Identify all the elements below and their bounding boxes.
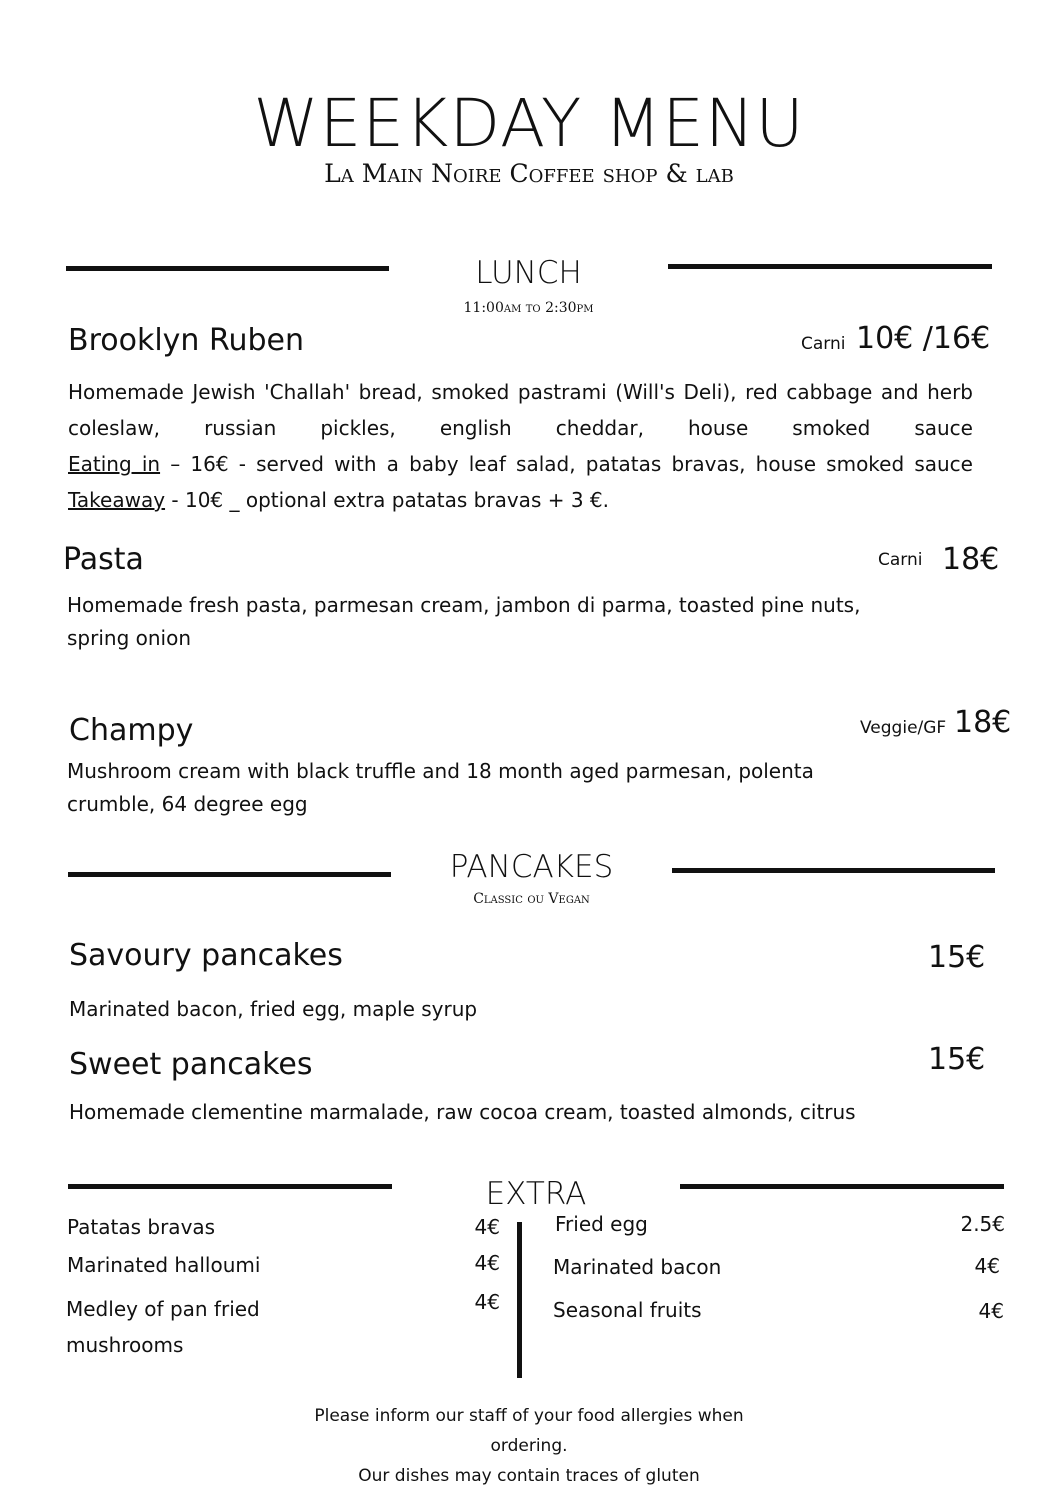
extra-price-mushrooms: 4€ — [474, 1290, 500, 1314]
lunch-divider-left — [66, 266, 389, 271]
pancakes-subtitle: Classic ou Vegan — [473, 891, 590, 907]
lunch-hours: 11:00am to 2:30pm — [463, 300, 594, 316]
gluten-notice: Our dishes may contain traces of gluten — [358, 1466, 700, 1486]
lunch-divider-right — [668, 264, 992, 269]
eating-in-text: – 16€ - served with a baby leaf salad, patatas bravas, house smoked sauce — [170, 452, 973, 476]
pancakes-divider-right — [672, 868, 995, 873]
extra-price-patatas-bravas: 4€ — [474, 1215, 500, 1239]
takeaway-line — [68, 482, 973, 518]
extra-price-fried-egg: 2.5€ — [960, 1212, 1005, 1236]
item-price-champy: 18€ — [954, 705, 1012, 740]
extra-divider-right — [680, 1184, 1004, 1189]
extra-item-seasonal-fruits: Seasonal fruits — [553, 1298, 702, 1322]
pancakes-divider-left — [68, 872, 391, 877]
extra-divider-left — [68, 1184, 392, 1189]
extra-item-marinated-bacon: Marinated bacon — [553, 1255, 722, 1279]
extra-price-marinated-bacon: 4€ — [974, 1254, 1000, 1278]
extra-column-divider — [517, 1222, 522, 1378]
eating-in-label: Eating in — [68, 452, 161, 476]
lunch-section-title: LUNCH — [475, 255, 582, 291]
extra-item-fried-egg: Fried egg — [555, 1212, 648, 1236]
extra-section-title: EXTRA — [485, 1176, 587, 1212]
takeaway-label: Takeaway — [68, 488, 166, 512]
extra-price-marinated-halloumi: 4€ — [474, 1251, 500, 1275]
item-name-champy: Champy — [69, 713, 194, 748]
item-description-savoury-pancakes: Marinated bacon, fried egg, maple syrup — [69, 997, 478, 1021]
extra-item-mushrooms: Medley of pan fried mushrooms — [66, 1297, 260, 1357]
item-tag-pasta: Carni — [878, 550, 923, 570]
item-description-champy: Mushroom cream with black truffle and 18 month aged parmesan, polenta crumble, 64 degree egg — [67, 759, 814, 816]
item-price-pasta: 18€ — [942, 542, 1000, 577]
allergy-notice-line-1: Please inform our staff of your food allergies when — [314, 1406, 744, 1426]
item-name-pasta: Pasta — [63, 542, 144, 577]
item-description-pasta: Homemade fresh pasta, parmesan cream, jambon di parma, toasted pine nuts, spring onion — [67, 593, 861, 650]
item-name-sweet-pancakes: Sweet pancakes — [69, 1047, 313, 1082]
extra-item-marinated-halloumi: Marinated halloumi — [67, 1253, 261, 1277]
takeaway-text: - 10€ _ optional extra patatas bravas + 3 €. — [171, 488, 609, 512]
pancakes-section-title: PANCAKES — [449, 849, 614, 885]
item-name-brooklyn-ruben: Brooklyn Ruben — [68, 323, 305, 358]
item-name-savoury-pancakes: Savoury pancakes — [69, 938, 343, 973]
menu-title: WEEKDAY MENU — [253, 85, 805, 162]
extra-item-patatas-bravas: Patatas bravas — [67, 1215, 216, 1239]
allergy-notice-line-2: ordering. — [490, 1436, 568, 1456]
item-price-sweet-pancakes: 15€ — [928, 1042, 986, 1077]
item-price-brooklyn-ruben: 10€ /16€ — [856, 321, 991, 356]
extra-price-seasonal-fruits: 4€ — [978, 1299, 1004, 1323]
item-description-brooklyn-ruben: Homemade Jewish 'Challah' bread, smoked pastrami (Will's Deli), red cabbage and herb coleslaw, russian pickles, english cheddar, house smoked sauce — [68, 380, 973, 440]
menu-subtitle: La Main Noire Coffee shop & lab — [324, 159, 734, 188]
item-price-savoury-pancakes: 15€ — [928, 940, 986, 975]
item-tag-brooklyn-ruben: Carni — [801, 334, 846, 354]
item-description-sweet-pancakes: Homemade clementine marmalade, raw cocoa cream, toasted almonds, citrus — [69, 1100, 856, 1124]
item-tag-champy: Veggie/GF — [860, 718, 947, 738]
eating-in-line — [68, 446, 973, 482]
